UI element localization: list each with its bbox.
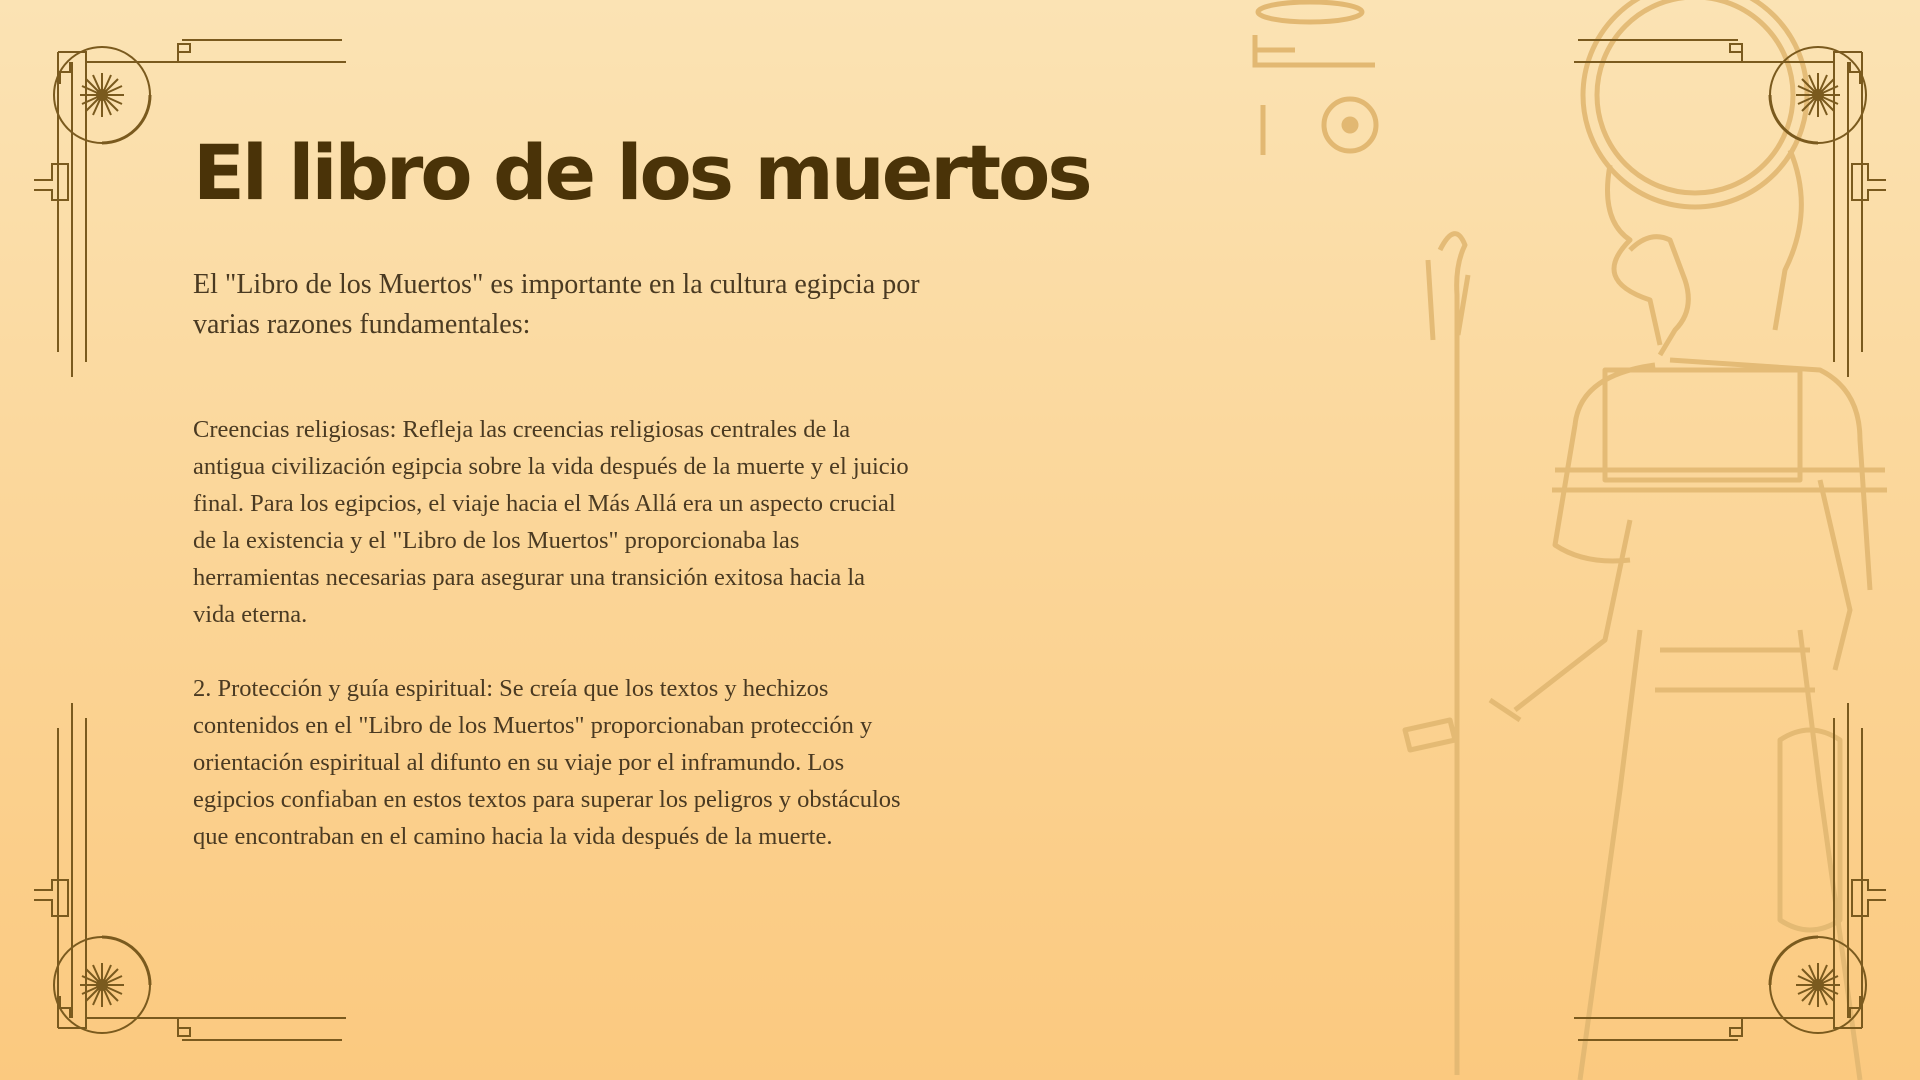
paragraph-spiritual-protection: 2. Protección y guía espiritual: Se creía que los textos y hechizos contenidos en el "Libro de los Muertos" proporcionaban protección y orientación espiritual al difunto en su viaje por el inframundo. Los egipcios confiaban en estos textos para superar los peligros y obstáculos que encontraban en el camino hacia la vida después de la muerte. (193, 675, 901, 850)
intro-paragraph: El "Libro de los Muertos" es importante en la cultura egipcia por varias razones fundamentales: (193, 269, 920, 340)
paragraph-religious-beliefs: Creencias religiosas: Refleja las creencias religiosas centrales de la antigua civilización egipcia sobre la vida después de la muerte y el juicio final. Para los egipcios, el viaje hacia el Más Allá era un aspecto crucial de la existencia y el "Libro de los Muertos" proporcionaba las herramientas necesarias para asegurar una transición exitosa hacia la vida eterna. (193, 416, 909, 628)
corner-ornament-icon (1530, 20, 1890, 380)
corner-ornament-icon (1530, 700, 1890, 1060)
slide-title: El libro de los muertos (193, 128, 1090, 217)
